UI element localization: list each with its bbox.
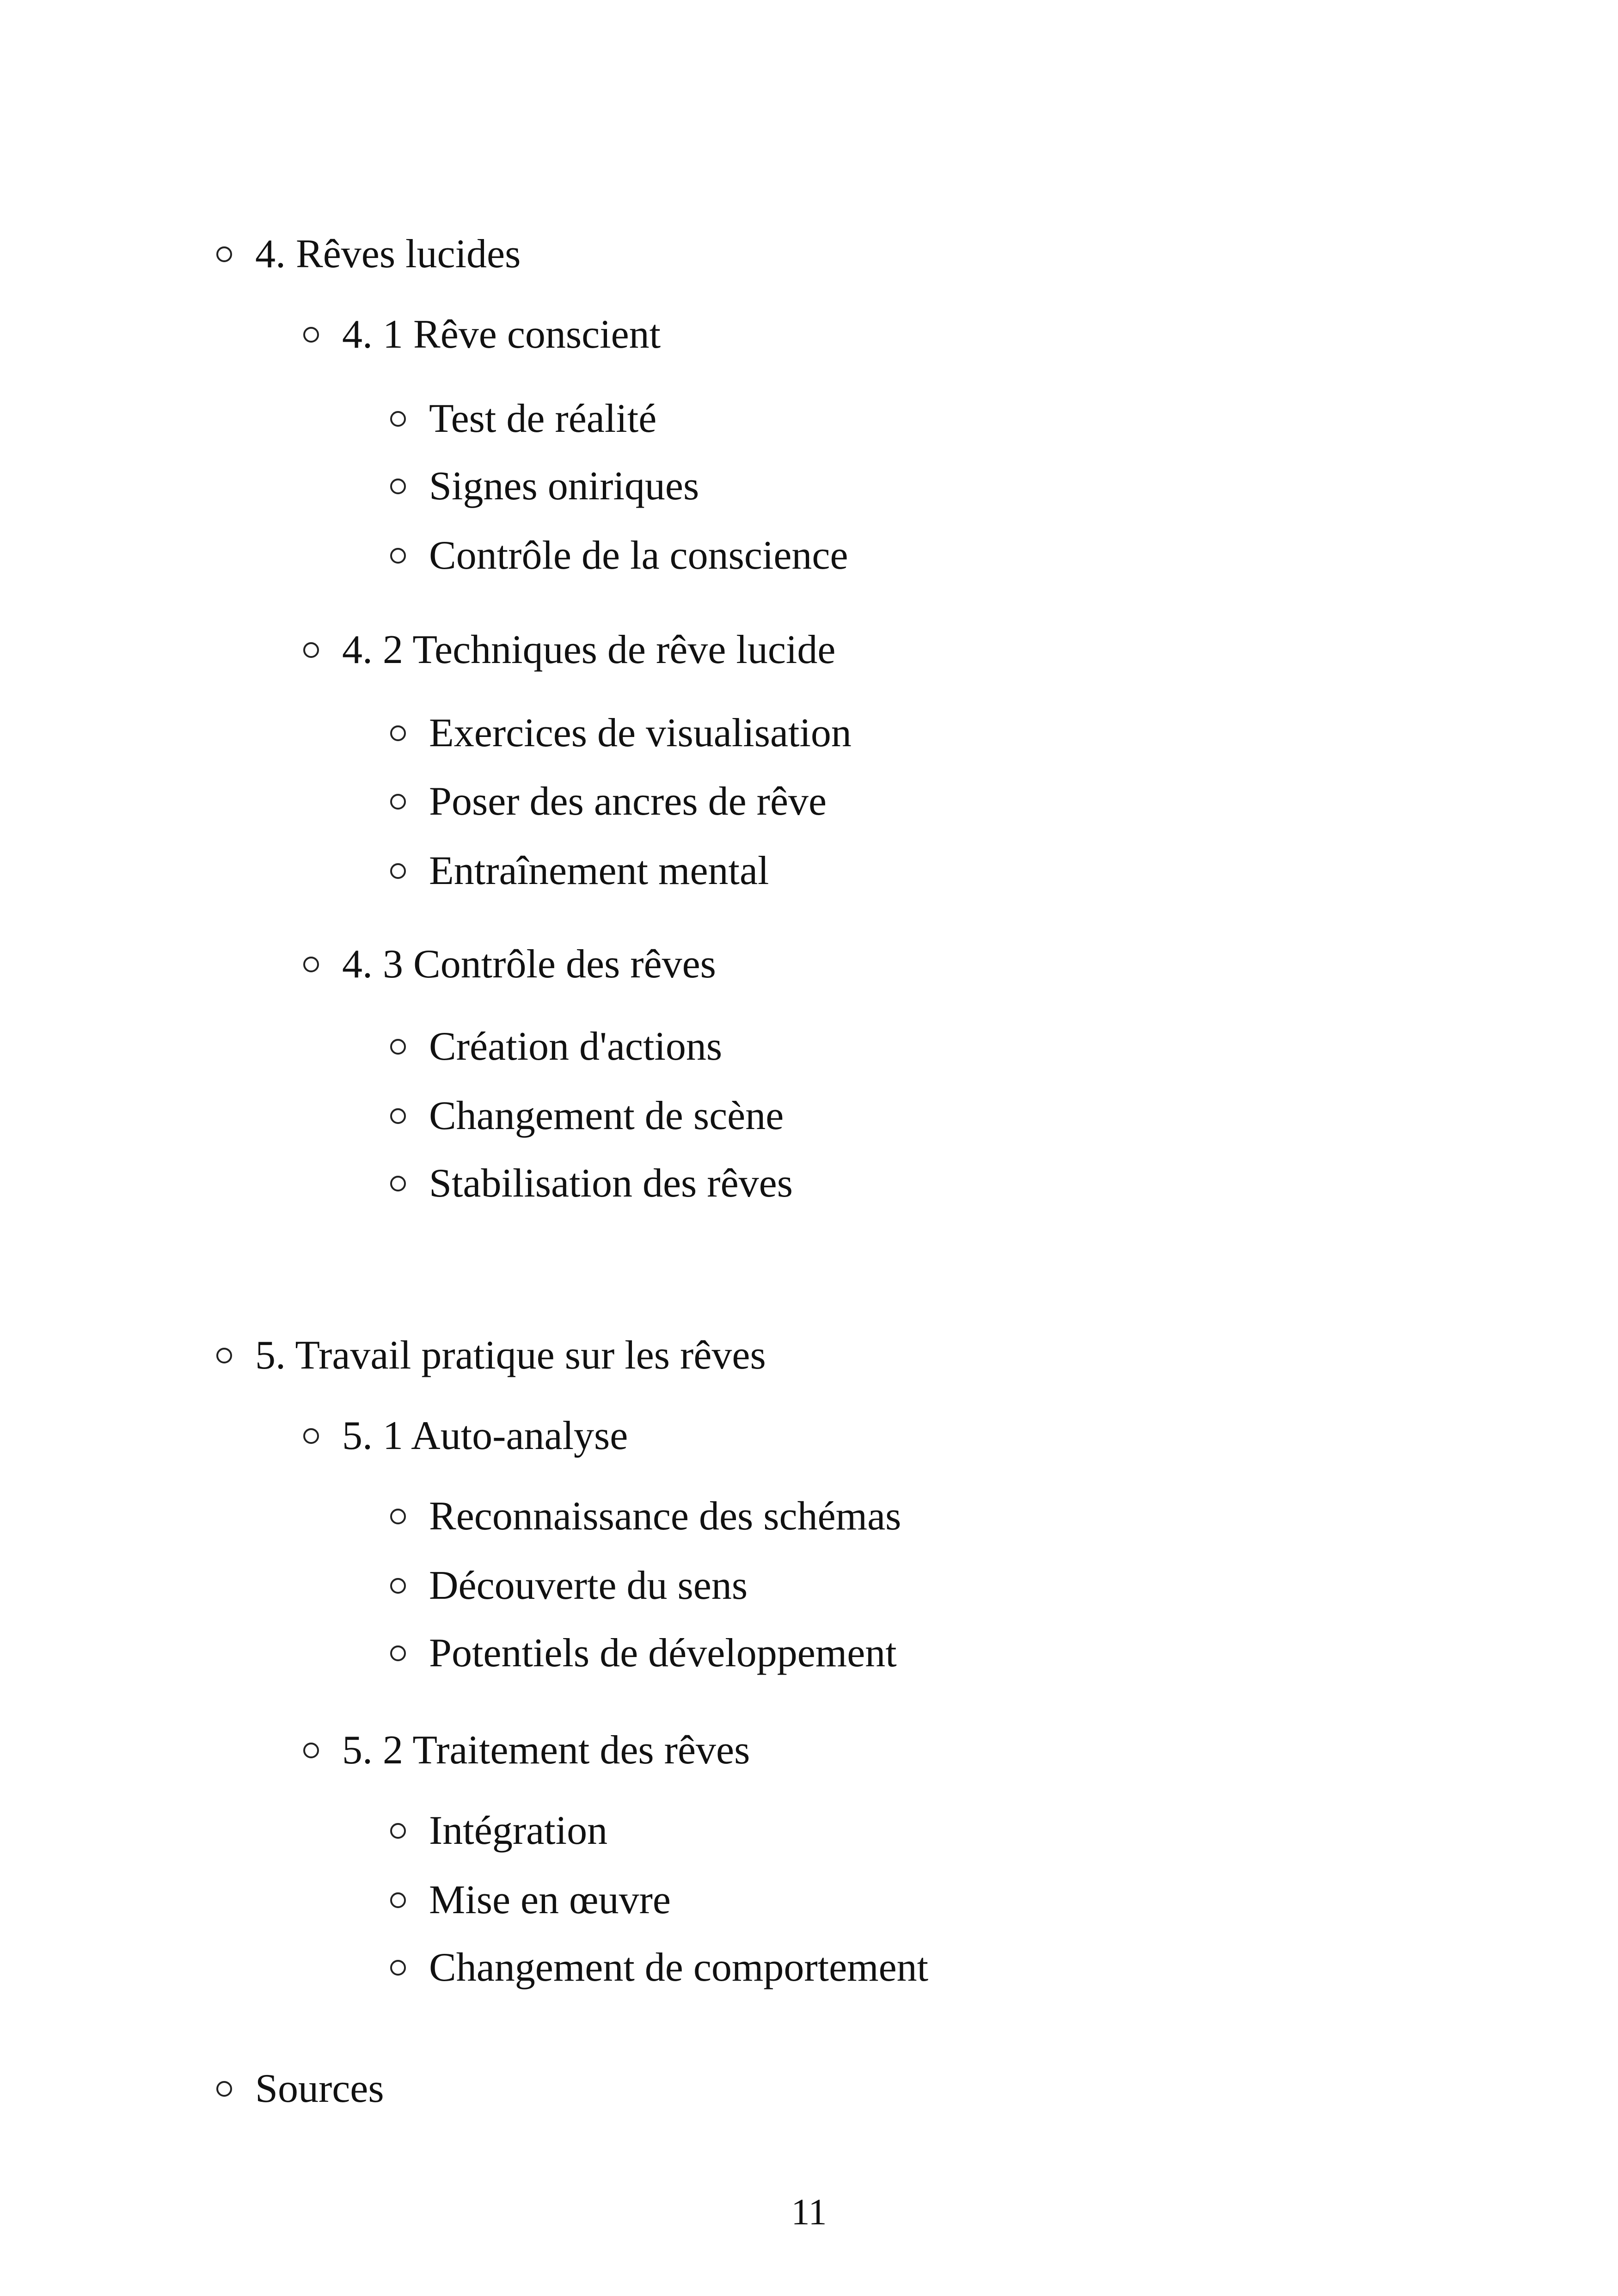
outline-item bbox=[390, 1163, 793, 1204]
item-text: Mise en œuvre bbox=[429, 1878, 671, 1922]
circle-bullet-icon bbox=[390, 1509, 406, 1524]
circle-bullet-icon bbox=[390, 1176, 406, 1191]
outline-item bbox=[390, 848, 769, 893]
page-number: 11 bbox=[791, 2192, 827, 2233]
section-title: 5. Travail pratique sur les rêves bbox=[255, 1333, 766, 1378]
outline-item bbox=[390, 1026, 722, 1067]
outline-item bbox=[390, 466, 699, 507]
outline-item bbox=[390, 396, 657, 441]
outline-item-5-1 bbox=[303, 1413, 628, 1458]
outline-item-4-3 bbox=[303, 944, 716, 985]
circle-bullet-icon bbox=[390, 725, 406, 741]
item-text: Changement de comportement bbox=[429, 1945, 929, 1990]
subsection-title: 4. 2 Techniques de rêve lucide bbox=[342, 627, 836, 672]
circle-bullet-icon bbox=[390, 794, 406, 810]
item-text: Poser des ancres de rêve bbox=[429, 779, 827, 824]
outline-item-section-5 bbox=[216, 1335, 766, 1376]
circle-bullet-icon bbox=[390, 548, 406, 564]
circle-bullet-icon bbox=[390, 1578, 406, 1594]
subsection-title: 5. 1 Auto-analyse bbox=[342, 1413, 628, 1458]
item-text: Exercices de visualisation bbox=[429, 711, 852, 755]
circle-bullet-icon bbox=[390, 1892, 406, 1908]
item-text: Entraînement mental bbox=[429, 848, 769, 893]
outline-item-5-2 bbox=[303, 1730, 750, 1771]
circle-bullet-icon bbox=[390, 1645, 406, 1661]
section-title: Sources bbox=[255, 2066, 384, 2111]
circle-bullet-icon bbox=[303, 642, 319, 658]
circle-bullet-icon bbox=[390, 479, 406, 494]
item-text: Découverte du sens bbox=[429, 1563, 748, 1608]
circle-bullet-icon bbox=[390, 1039, 406, 1055]
circle-bullet-icon bbox=[390, 1960, 406, 1976]
outline-item bbox=[390, 1565, 748, 1606]
circle-bullet-icon bbox=[216, 1348, 232, 1363]
outline-item bbox=[390, 1633, 897, 1674]
subsection-title: 5. 2 Traitement des rêves bbox=[342, 1728, 750, 1773]
outline-item bbox=[390, 535, 848, 576]
item-text: Changement de scène bbox=[429, 1093, 784, 1138]
outline-item-4-2 bbox=[303, 627, 836, 672]
outline-item bbox=[390, 1880, 671, 1921]
section-title: 4. Rêves lucides bbox=[255, 232, 521, 276]
item-text: Création d'actions bbox=[429, 1024, 723, 1069]
circle-bullet-icon bbox=[216, 246, 232, 262]
outline-item bbox=[390, 1808, 608, 1853]
circle-bullet-icon bbox=[303, 957, 319, 972]
circle-bullet-icon bbox=[216, 2081, 232, 2097]
outline-item-4-1 bbox=[303, 314, 661, 355]
outline-item bbox=[390, 1093, 784, 1138]
circle-bullet-icon bbox=[303, 1428, 319, 1444]
item-text: Contrôle de la conscience bbox=[429, 533, 848, 578]
circle-bullet-icon bbox=[390, 411, 406, 427]
item-text: Test de réalité bbox=[429, 396, 657, 441]
outline-item-sources bbox=[216, 2066, 384, 2111]
item-text: Potentiels de développement bbox=[429, 1631, 897, 1676]
subsection-title: 4. 1 Rêve conscient bbox=[342, 312, 661, 357]
item-text: Stabilisation des rêves bbox=[429, 1161, 793, 1206]
item-text: Reconnaissance des schémas bbox=[429, 1494, 901, 1539]
subsection-title: 4. 3 Contrôle des rêves bbox=[342, 942, 716, 987]
circle-bullet-icon bbox=[390, 863, 406, 879]
circle-bullet-icon bbox=[390, 1108, 406, 1124]
item-text: Signes oniriques bbox=[429, 464, 699, 509]
outline-item-section-4 bbox=[216, 234, 521, 275]
outline-item bbox=[390, 1496, 901, 1537]
circle-bullet-icon bbox=[303, 327, 319, 343]
outline-item bbox=[390, 1947, 928, 1988]
outline-item bbox=[390, 781, 827, 822]
circle-bullet-icon bbox=[390, 1823, 406, 1839]
circle-bullet-icon bbox=[303, 1743, 319, 1758]
outline-item bbox=[390, 713, 852, 754]
item-text: Intégration bbox=[429, 1808, 608, 1853]
